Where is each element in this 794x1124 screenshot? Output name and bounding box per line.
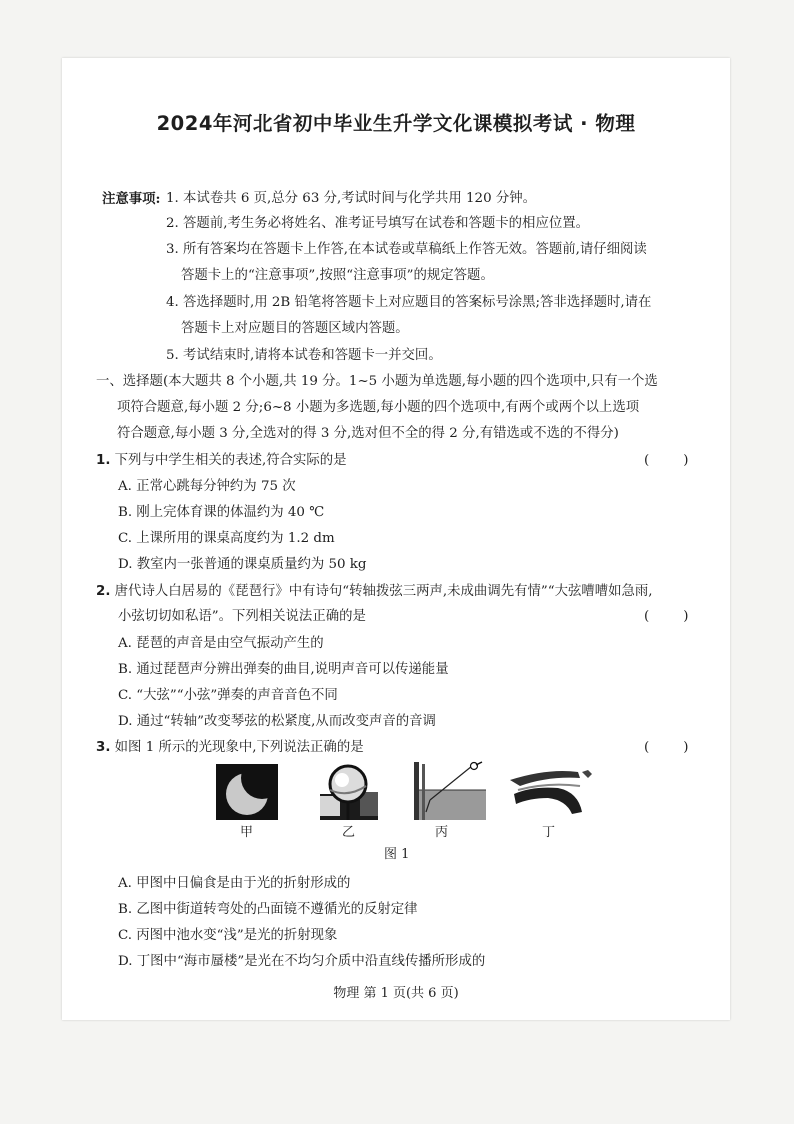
exam-page	[62, 58, 730, 1020]
q3-option-b: B. 乙图中街道转弯处的凸面镜不遵循光的反射定律	[118, 902, 418, 917]
q1-option-b: B. 刚上完体育课的体温约为 40 ℃	[118, 505, 325, 520]
question-1-stem: 下列与中学生相关的表述,符合实际的是	[114, 453, 347, 468]
q2-option-a: A. 琵琶的声音是由空气振动产生的	[118, 636, 324, 651]
figure-label-jia: 甲	[240, 825, 254, 840]
q2-option-c: C. “大弦”“小弦”弹奏的声音音色不同	[118, 688, 338, 703]
question-2-number: 2.	[96, 584, 111, 599]
q3-option-c: C. 丙图中池水变“浅”是光的折射现象	[118, 928, 338, 943]
answer-bracket-q2: ( )	[644, 609, 689, 624]
section1-line-2: 项符合题意,每小题 2 分;6~8 小题为多选题,每小题的四个选项中,有两个或两个以上选项	[117, 400, 640, 415]
figure-label-ding: 丁	[542, 825, 556, 840]
notice-item-5: 5. 考试结束时,请将本试卷和答题卡一并交回。	[166, 348, 442, 363]
question-2	[96, 583, 653, 601]
q1-option-a: A. 正常心跳每分钟约为 75 次	[118, 479, 296, 494]
figure-label-bing: 丙	[435, 825, 449, 840]
answer-bracket-q1: ( )	[644, 453, 689, 468]
q1-option-d: D. 教室内一张普通的课桌质量约为 50 kg	[118, 557, 367, 572]
figure-ding-mirage	[508, 766, 596, 818]
question-3	[96, 739, 364, 757]
q3-option-d: D. 丁图中“海市蜃楼”是光在不均匀介质中沿直线传播所形成的	[118, 954, 486, 969]
question-1	[96, 452, 347, 470]
notice-item-1: 1. 本试卷共 6 页,总分 63 分,考试时间与化学共用 120 分钟。	[166, 191, 537, 206]
page-footer: 物理 第 1 页(共 6 页)	[333, 986, 459, 1001]
q2-option-b: B. 通过琵琶声分辨出弹奏的曲目,说明声音可以传递能量	[118, 662, 449, 677]
section1-line-3: 符合题意,每小题 3 分,全选对的得 3 分,选对但不全的得 2 分,有错选或不选的不得分)	[117, 426, 619, 441]
figure-caption: 图 1	[384, 847, 410, 862]
question-2-stem-2: 小弦切切如私语”。下列相关说法正确的是	[118, 609, 366, 624]
notice-item-2: 2. 答题前,考生务必将姓名、准考证号填写在试卷和答题卡的相应位置。	[166, 216, 590, 231]
notice-item-3-cont: 答题卡上的“注意事项”,按照“注意事项”的规定答题。	[181, 268, 494, 283]
question-2-stem-1: 唐代诗人白居易的《琵琶行》中有诗句“转轴拨弦三两声,未成曲调先有情”“大弦嘈嘈如急雨,	[114, 584, 653, 599]
question-1-number: 1.	[96, 453, 111, 468]
notice-label: 注意事项:	[102, 191, 161, 207]
q2-option-d: D. 通过“转轴”改变琴弦的松紧度,从而改变声音的音调	[118, 714, 436, 729]
figure-jia-partial-solar-eclipse	[216, 764, 278, 820]
figure-bing-pool-refraction	[412, 760, 488, 822]
notice-item-4: 4. 答选择题时,用 2B 铅笔将答题卡上对应题目的答案标号涂黑;答非选择题时,请在	[166, 295, 652, 310]
notice-item-3: 3. 所有答案均在答题卡上作答,在本试卷或草稿纸上作答无效。答题前,请仔细阅读	[166, 242, 647, 257]
q1-option-c: C. 上课所用的课桌高度约为 1.2 dm	[118, 531, 335, 546]
question-3-stem: 如图 1 所示的光现象中,下列说法正确的是	[114, 740, 364, 755]
answer-bracket-q3: ( )	[644, 740, 689, 755]
section1-line-1: 一、选择题(本大题共 8 个小题,共 19 分。1~5 小题为单选题,每小题的四个选项中,只有一个选	[96, 374, 658, 389]
figure-yi-convex-mirror	[318, 762, 380, 820]
question-3-number: 3.	[96, 740, 111, 755]
page-title: 2024年河北省初中毕业生升学文化课模拟考试 · 物理	[156, 112, 636, 135]
notice-item-4-cont: 答题卡上对应题目的答题区域内答题。	[181, 321, 409, 336]
q3-option-a: A. 甲图中日偏食是由于光的折射形成的	[118, 876, 351, 891]
figure-label-yi: 乙	[342, 825, 356, 840]
